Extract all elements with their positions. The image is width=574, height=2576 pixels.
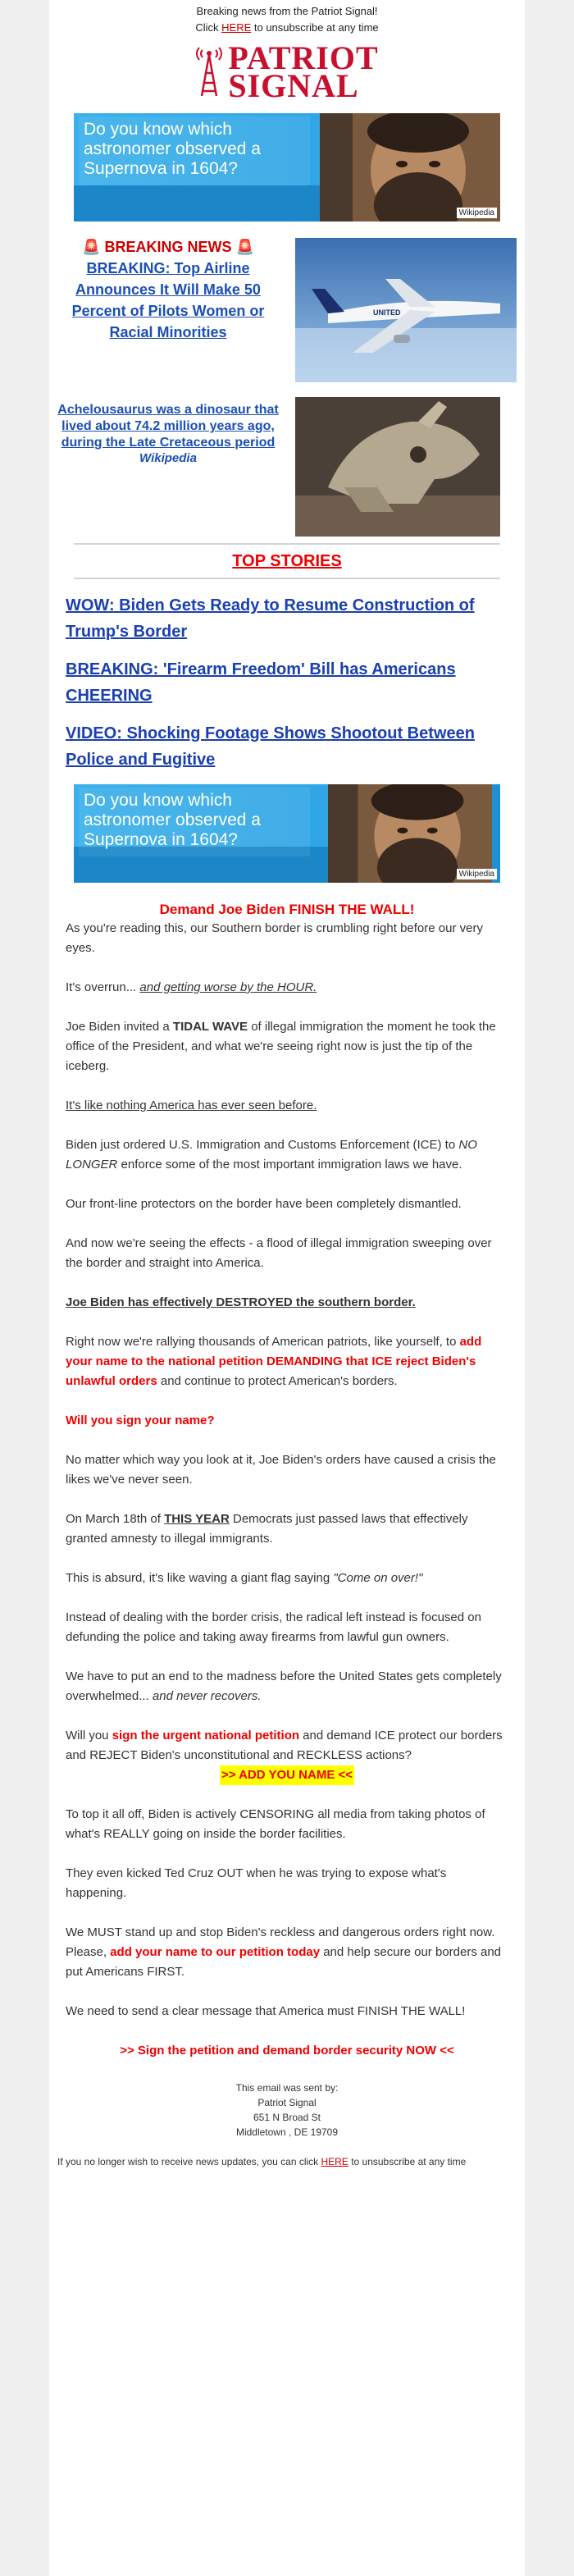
astronomer-portrait-image-2 [320, 784, 500, 883]
para-12-c: Democrats just passed laws that effectively granted amnesty to illegal immigrants. [66, 1512, 468, 1546]
para-13 [66, 1569, 508, 1588]
top-stories-title: TOP STORIES [232, 552, 342, 570]
petition-inline-link-2[interactable]: sign the urgent national petition [112, 1729, 300, 1742]
para-9-a: Right now we're rallying thousands of American patriots, like yourself, to [66, 1335, 460, 1349]
breaking-news-text [49, 238, 287, 343]
petition-inline-link-1[interactable]: add your name to the national petition DEMANDING that ICE reject Biden's unlawful orders [66, 1335, 482, 1388]
footer-unsubscribe-link[interactable]: HERE [321, 2156, 348, 2167]
ad-credit: Wikipedia [457, 208, 497, 218]
para-15-a: We have to put an end to the madness before the United States gets completely overwhelmed... [66, 1669, 502, 1703]
para-13-b: "Come on over!" [333, 1571, 423, 1585]
para-6: Our front-line protectors on the border have been completely dismantled. [66, 1197, 462, 1211]
ad-question-2: Do you know which astronomer observed a Supernova in 1604? [79, 788, 310, 856]
para-8-b: DESTROYED [216, 1295, 293, 1309]
sign-petition-link[interactable]: >> Sign the petition and demand border security NOW << [120, 2044, 454, 2058]
add-name-cta-row [66, 1765, 508, 1785]
ad-question: Do you know which astronomer observed a Supernova in 1604? [79, 116, 310, 185]
footer-unsub-pre: If you no longer wish to receive news updates, you can click [57, 2156, 321, 2167]
email-container [49, 0, 525, 2576]
logo-line2: SIGNAL [228, 67, 359, 104]
dinosaur-fact-block [49, 397, 525, 537]
breaking-news-label: 🚨 BREAKING NEWS 🚨 [82, 239, 254, 255]
breaking-headline-link[interactable]: BREAKING: Top Airline Announces It Will Make 50 Percent of Pilots Women or Racial Minorities [71, 260, 265, 340]
para-7: And now we're seeing the effects - a flood of illegal immigration sweeping over the border and straight into America. [66, 1236, 492, 1270]
ad-credit-2: Wikipedia [457, 869, 497, 879]
para-16-c: and demand ICE protect our borders and REJECT Biden's unconstitutional and RECKLESS actions? [66, 1729, 503, 1762]
para-5 [66, 1135, 508, 1175]
para-19-c: and help secure our borders and put Americans FIRST. [66, 1945, 502, 1979]
footer-unsub-post: to unsubscribe at any time [348, 2156, 467, 2167]
airplane-image[interactable] [295, 238, 517, 382]
para-2-b: and getting worse by the HOUR. [139, 980, 317, 994]
svg-text:UNITED: UNITED [373, 308, 401, 317]
astronomer-ad-banner[interactable] [74, 113, 500, 222]
para-19 [66, 1923, 508, 1982]
para-3-a: Joe Biden invited a [66, 1020, 173, 1034]
footer-sent-by: This email was sent by: [235, 2082, 339, 2094]
para-8-c: the southern border. [292, 1295, 416, 1309]
para-15-b: and never recovers. [152, 1689, 262, 1703]
petition-title: Demand Joe Biden FINISH THE WALL! [159, 902, 415, 917]
footer-unsubscribe [49, 2140, 525, 2169]
para-2 [66, 978, 508, 998]
para-3 [66, 1017, 508, 1076]
final-cta-row [66, 2041, 508, 2061]
breaking-news-block [49, 238, 525, 386]
story-link-1[interactable]: WOW: Biden Gets Ready to Resume Construction of Trump's Border [66, 596, 475, 641]
para-1: As you're reading this, our Southern border is crumbling right before our very eyes. [66, 921, 483, 955]
para-20: We need to send a clear message that America must FINISH THE WALL! [66, 2004, 466, 2018]
para-2-a: It's overrun... [66, 980, 140, 994]
petition-inline-link-3[interactable]: add your name to our petition today [110, 1945, 321, 1959]
para-5-c: enforce some of the most important immigration laws we have. [117, 1158, 462, 1172]
logo-wordmark [228, 39, 379, 104]
para-8-a: Joe Biden has effectively [66, 1295, 216, 1309]
para-15 [66, 1667, 508, 1706]
para-13-a: This is absurd, it's like waving a giant flag saying [66, 1571, 334, 1585]
para-17: To top it all off, Biden is actively CENSORING all media from taking photos of what's REALLY going on inside the border facilities. [66, 1807, 485, 1841]
para-18: They even kicked Ted Cruz OUT when he was trying to expose what's happening. [66, 1866, 447, 1900]
para-5-b: NO LONGER [66, 1138, 477, 1172]
dinosaur-fact-link[interactable]: Achelousaurus was a dinosaur that lived about 74.2 million years ago, during the Late Cretaceous period [57, 403, 279, 450]
unsubscribe-line [49, 20, 525, 36]
para-9-c: and continue to protect American's borders. [157, 1374, 398, 1388]
para-11: No matter which way you look at it, Joe Biden's orders have caused a crisis the likes we've never seen. [66, 1453, 496, 1487]
logo-line1: PATRIOT [228, 39, 379, 76]
para-5-a: Biden just ordered U.S. Immigration and Customs Enforcement (ICE) to [66, 1138, 459, 1152]
para-12-b: THIS YEAR [164, 1512, 230, 1526]
breaking-line: Breaking news from the Patriot Signal! [196, 5, 378, 17]
para-12-a: On March 18th of [66, 1512, 165, 1526]
add-name-button[interactable]: >> ADD YOU NAME << [220, 1765, 354, 1785]
unsub-pre-text: Click [195, 21, 222, 34]
para-16 [66, 1726, 508, 1765]
sign-question: Will you sign your name? [66, 1414, 215, 1427]
para-9 [66, 1332, 508, 1391]
dinosaur-fact-source: Wikipedia [139, 451, 197, 465]
para-3-c: of illegal immigration the moment he took the office of the President, and what we're seeing right now is just the tip of the iceberg. [66, 1020, 496, 1073]
petition-body [49, 919, 525, 2061]
para-3-b: TIDAL WAVE [172, 1020, 248, 1034]
footer-city: Middletown , DE 19709 [235, 2126, 339, 2138]
radio-tower-icon [195, 47, 223, 98]
footer-org: Patriot Signal [257, 2097, 317, 2108]
para-8 [66, 1293, 508, 1313]
footer-street: 651 N Broad St [253, 2112, 321, 2123]
dinosaur-skull-image[interactable] [295, 397, 500, 537]
story-link-2[interactable]: BREAKING: 'Firearm Freedom' Bill has Americans CHEERING [66, 660, 456, 705]
footer-address [49, 2080, 525, 2140]
para-19-a: We MUST stand up and stop Biden's reckless and dangerous orders right now. Please, [66, 1925, 495, 1959]
para-12 [66, 1510, 508, 1549]
para-14: Instead of dealing with the border crisis, the radical left instead is focused on defunding the police and taking away firearms from lawful gun owners. [66, 1610, 481, 1644]
ad-band [74, 185, 336, 222]
story-link-3[interactable]: VIDEO: Shocking Footage Shows Shootout Between Police and Fugitive [66, 724, 475, 769]
para-4: It's like nothing America has ever seen before. [66, 1098, 317, 1112]
dinosaur-fact-text [49, 402, 287, 465]
unsub-post-text: to unsubscribe at any time [251, 21, 379, 34]
astronomer-ad-banner-2[interactable] [74, 784, 500, 883]
header-note [49, 0, 525, 36]
patriot-signal-logo[interactable] [49, 39, 525, 104]
unsubscribe-link[interactable]: HERE [221, 21, 252, 34]
para-16-a: Will you [66, 1729, 112, 1742]
astronomer-portrait-image [320, 113, 500, 222]
